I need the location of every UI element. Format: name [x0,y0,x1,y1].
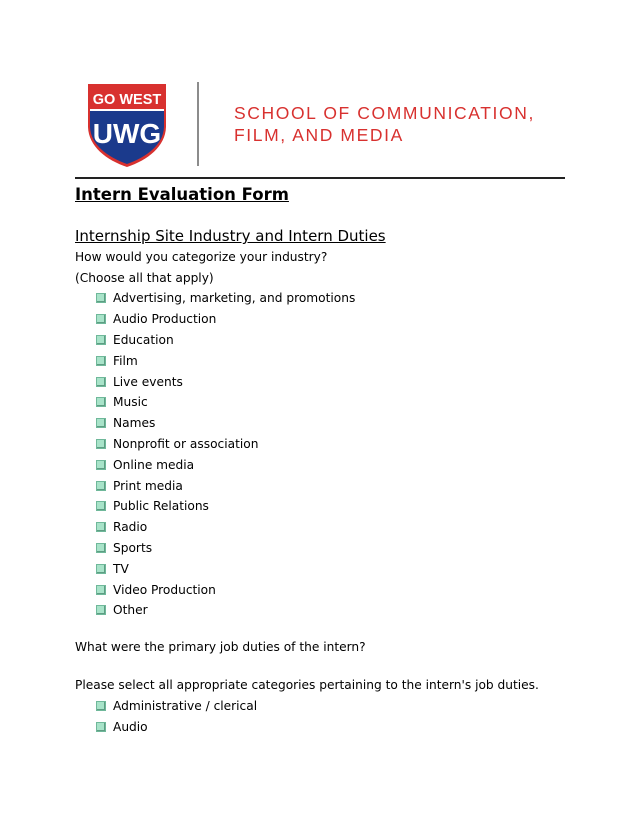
page-header [86,80,566,170]
uwg-logo-shield-icon [86,80,168,168]
industry-option[interactable]: Advertising, marketing, and promotions [96,288,575,309]
checkbox-icon[interactable] [96,335,106,345]
document-body [75,182,575,737]
industry-option[interactable]: Live events [96,371,575,392]
industry-option[interactable]: Names [96,413,575,434]
checkbox-icon[interactable] [96,314,106,324]
duties-options-list [96,696,575,738]
industry-option[interactable]: Education [96,330,575,351]
industry-option[interactable]: Other [96,600,575,621]
checkbox-icon[interactable] [96,397,106,407]
checkbox-icon[interactable] [96,418,106,428]
industry-question: How would you categorize your industry? [75,250,328,264]
duties-question: What were the primary job duties of the intern? [75,639,366,654]
checkbox-icon[interactable] [96,564,106,574]
industry-option[interactable]: Print media [96,475,575,496]
checkbox-icon[interactable] [96,293,106,303]
duties-option[interactable]: Audio [96,717,575,738]
industry-option[interactable]: Film [96,350,575,371]
industry-option[interactable]: Online media [96,454,575,475]
industry-option[interactable]: TV [96,558,575,579]
checkbox-icon[interactable] [96,522,106,532]
school-name [234,102,535,146]
industry-option[interactable]: Audio Production [96,309,575,330]
header-rule [75,177,565,179]
form-title: Intern Evaluation Form [75,185,289,204]
industry-option[interactable]: Radio [96,517,575,538]
school-name-line2: FILM, AND MEDIA [234,125,404,145]
industry-option[interactable]: Music [96,392,575,413]
logo-main-text: UWG [92,118,162,149]
checkbox-icon[interactable] [96,701,106,711]
checkbox-icon[interactable] [96,439,106,449]
checkbox-icon[interactable] [96,481,106,491]
checkbox-icon[interactable] [96,460,106,470]
duties-option[interactable]: Administrative / clerical [96,696,575,717]
industry-hint: (Choose all that apply) [75,270,214,285]
industry-option[interactable]: Nonprofit or association [96,434,575,455]
logo-top-text: GO WEST [92,92,162,108]
section-title: Internship Site Industry and Intern Duties [75,227,386,245]
duties-instruction: Please select all appropriate categories pertaining to the intern's job duties. [75,678,539,693]
industry-option[interactable]: Sports [96,538,575,559]
checkbox-icon[interactable] [96,377,106,387]
checkbox-icon[interactable] [96,501,106,511]
checkbox-icon[interactable] [96,356,106,366]
school-name-line1: SCHOOL OF COMMUNICATION, [234,103,535,123]
header-divider [197,82,199,166]
checkbox-icon[interactable] [96,543,106,553]
industry-options-list [96,288,575,621]
industry-option[interactable]: Video Production [96,579,575,600]
checkbox-icon[interactable] [96,585,106,595]
checkbox-icon[interactable] [96,722,106,732]
industry-option[interactable]: Public Relations [96,496,575,517]
checkbox-icon[interactable] [96,605,106,615]
